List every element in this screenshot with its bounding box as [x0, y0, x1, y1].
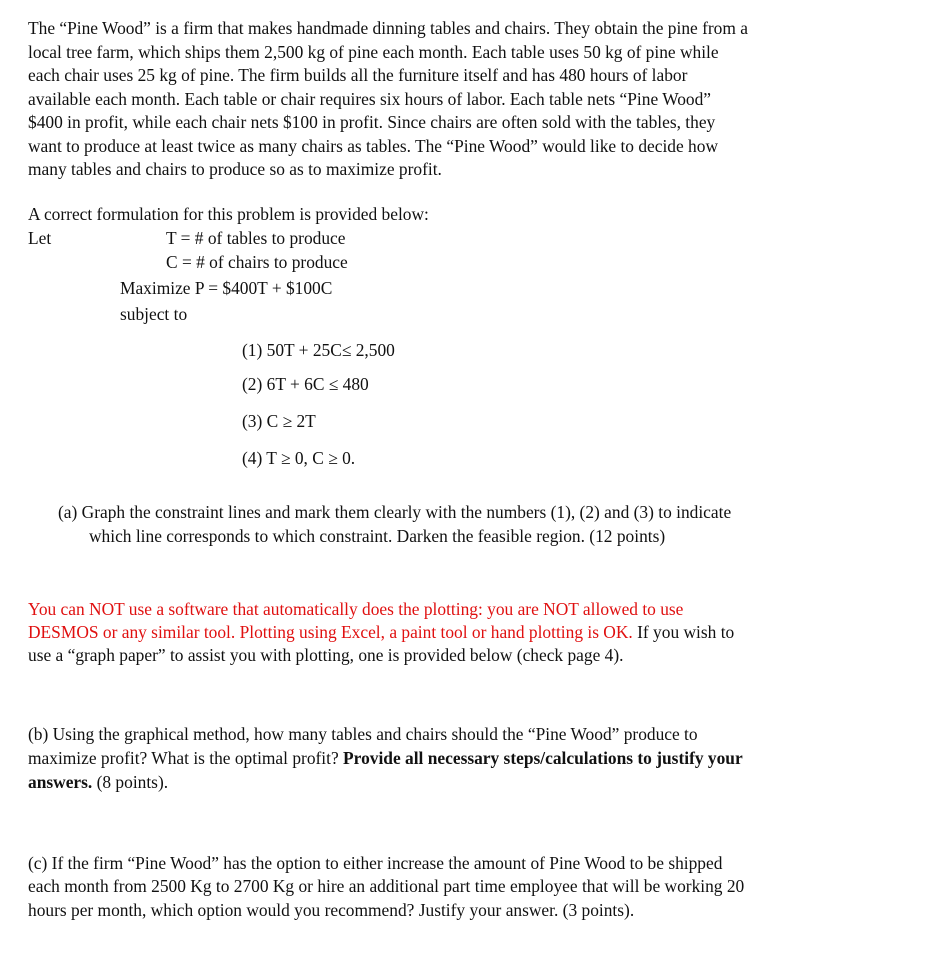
variable-c-definition: C = # of chairs to produce — [166, 252, 348, 272]
intro-line-2: local tree farm, which ships them 2,500 kg of pine each month. Each table uses 50 kg of pine while — [28, 41, 719, 62]
note-line-3: use a “graph paper” to assist you with plotting, one is provided below (check page 4). — [28, 645, 624, 665]
objective-function: Maximize P = $400T + $100C — [120, 278, 333, 298]
intro-line-6: want to produce at least twice as many chairs as tables. The “Pine Wood” would like to decide how — [28, 135, 719, 156]
part-c-line-2: each month from 2500 Kg to 2700 Kg or hire an additional part time employee that will be working 20 — [28, 876, 745, 896]
note-line-2 — [28, 621, 734, 645]
part-a-line-2: which line corresponds to which constraint. Darken the feasible region. (12 points) — [89, 526, 666, 546]
intro-line-3: each chair uses 25 kg of pine. The firm builds all the furniture itself and has 480 hours of labor — [28, 65, 688, 85]
intro-line-7: many tables and chairs to produce so as to maximize profit. — [28, 159, 442, 179]
note-line-2-red: DESMOS or any similar tool. Plotting using Excel, a paint tool or hand plotting is OK. — [28, 622, 633, 642]
subject-to-label: subject to — [120, 304, 188, 324]
formulation-heading: A correct formulation for this problem is provided below: — [28, 204, 429, 224]
part-c-line-3: hours per month, which option would you recommend? Justify your answer. (3 points). — [28, 900, 635, 920]
constraint-3: (3) C ≥ 2T — [242, 411, 316, 431]
constraint-4: (4) T ≥ 0, C ≥ 0. — [242, 448, 356, 468]
intro-line-1: The “Pine Wood” is a firm that makes handmade dinning tables and chairs. They obtain the pine from a — [28, 18, 748, 38]
part-b-line-2 — [28, 747, 743, 771]
part-b-line-1: (b) Using the graphical method, how many tables and chairs should the “Pine Wood” produce to — [28, 724, 698, 744]
part-b-line-3 — [28, 771, 168, 795]
note-line-2-black: If you wish to — [632, 622, 735, 642]
intro-line-4: available each month. Each table or chair requires six hours of labor. Each table nets “Pine Wood” — [28, 88, 712, 109]
part-c-line-1: (c) If the firm “Pine Wood” has the option to either increase the amount of Pine Wood to be shipped — [28, 853, 723, 873]
let-label: Let — [28, 228, 52, 248]
intro-line-5: $400 in profit, while each chair nets $100 in profit. Since chairs are often sold with the tables, they — [28, 112, 716, 132]
constraint-2: (2) 6T + 6C ≤ 480 — [242, 374, 369, 394]
part-b-line-2-text: maximize profit? What is the optimal profit? — [28, 748, 344, 768]
problem-statement — [28, 17, 888, 182]
part-b-line-3-bold: answers. — [28, 772, 93, 792]
part-b-line-3-text: (8 points). — [92, 772, 169, 792]
note-line-1: You can NOT use a software that automatically does the plotting: you are NOT allowed to use — [28, 599, 684, 619]
part-a-line-1: (a) Graph the constraint lines and mark them clearly with the numbers (1), (2) and (3) to indicate — [58, 502, 732, 522]
variable-t-definition: T = # of tables to produce — [166, 228, 346, 248]
part-b-line-2-bold: Provide all necessary steps/calculations to justify your — [343, 748, 743, 768]
constraint-1: (1) 50T + 25C≤ 2,500 — [242, 340, 395, 360]
